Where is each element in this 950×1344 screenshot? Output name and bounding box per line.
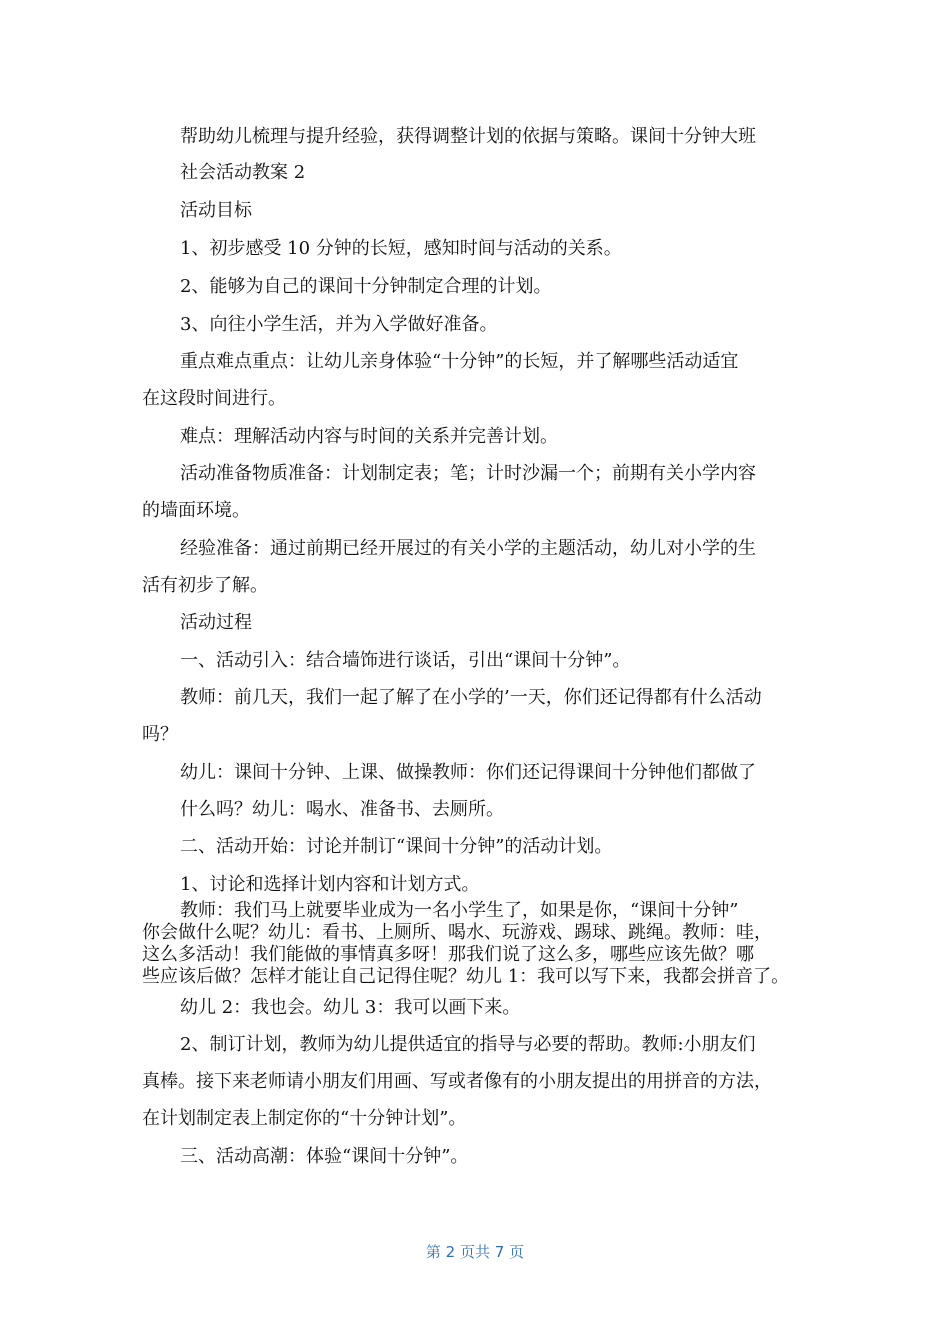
text-line: 活动准备物质准备：计划制定表；笔；计时沙漏一个；前期有关小学内容 xyxy=(180,463,756,484)
text-line: 教师：前几天，我们一起了解了在小学的’一天，你们还记得都有什么活动 xyxy=(180,687,762,708)
text-line: 2、能够为自己的课间十分钟制定合理的计划。 xyxy=(180,276,552,297)
text-line: 在这段时间进行。 xyxy=(142,388,286,409)
text-line: 幼儿：课间十分钟、上课、做操教师：你们还记得课间十分钟他们都做了 xyxy=(180,762,756,783)
text-line: 一、活动引入：结合墙饰进行谈话，引出“课间十分钟”。 xyxy=(180,650,631,671)
text-line: 重点难点重点：让幼儿亲身体验“十分钟”的长短，并了解哪些活动适宜 xyxy=(180,351,739,372)
text-line: 真棒。接下来老师请小朋友们用画、写或者像有的小朋友提出的用拼音的方法， xyxy=(142,1071,772,1092)
text-line: 1、讨论和选择计划内容和计划方式。 xyxy=(180,874,480,895)
text-line: 难点：理解活动内容与时间的关系并完善计划。 xyxy=(180,426,558,447)
text-line: 什么吗？幼儿：喝水、准备书、去厕所。 xyxy=(180,799,504,820)
text-line: 2、制订计划，教师为幼儿提供适宜的指导与必要的帮助。教师:小朋友们 xyxy=(180,1034,756,1055)
text-line: 的墙面环境。 xyxy=(142,500,250,521)
text-line: 经验准备：通过前期已经开展过的有关小学的主题活动，幼儿对小学的生 xyxy=(180,538,756,559)
section-heading: 活动目标 xyxy=(180,200,252,221)
text-line: 二、活动开始：讨论并制订“课间十分钟”的活动计划。 xyxy=(180,836,613,857)
text-line: 你会做什么呢？幼儿：看书、上厕所、喝水、玩游戏、踢球、跳绳。教师：哇， xyxy=(142,922,772,943)
text-line: 吗？ xyxy=(142,724,178,745)
text-line: 些应该后做？怎样才能让自己记得住呢？幼儿 1：我可以写下来，我都会拼音了。 xyxy=(142,966,790,987)
text-line: 1、初步感受 10 分钟的长短，感知时间与活动的关系。 xyxy=(180,238,622,259)
text-line: 社会活动教案 2 xyxy=(180,162,306,183)
text-line: 活有初步了解。 xyxy=(142,575,268,596)
text-line: 三、活动高潮：体验“课间十分钟”。 xyxy=(180,1146,469,1167)
section-heading: 活动过程 xyxy=(180,612,252,633)
text-line: 帮助幼儿梳理与提升经验，获得调整计划的依据与策略。课间十分钟大班 xyxy=(180,126,756,147)
text-line: 幼儿 2：我也会。幼儿 3：我可以画下来。 xyxy=(180,997,521,1018)
page-number-footer: 第 2 页共 7 页 xyxy=(425,1243,525,1261)
text-line: 这么多活动！我们能做的事情真多呀！那我们说了这么多，哪些应该先做？哪 xyxy=(142,944,754,965)
text-line: 在计划制定表上制定你的“十分钟计划”。 xyxy=(142,1108,467,1129)
text-line: 教师：我们马上就要毕业成为一名小学生了，如果是你，“课间十分钟” xyxy=(180,900,739,921)
text-line: 3、向往小学生活，并为入学做好准备。 xyxy=(180,314,498,335)
